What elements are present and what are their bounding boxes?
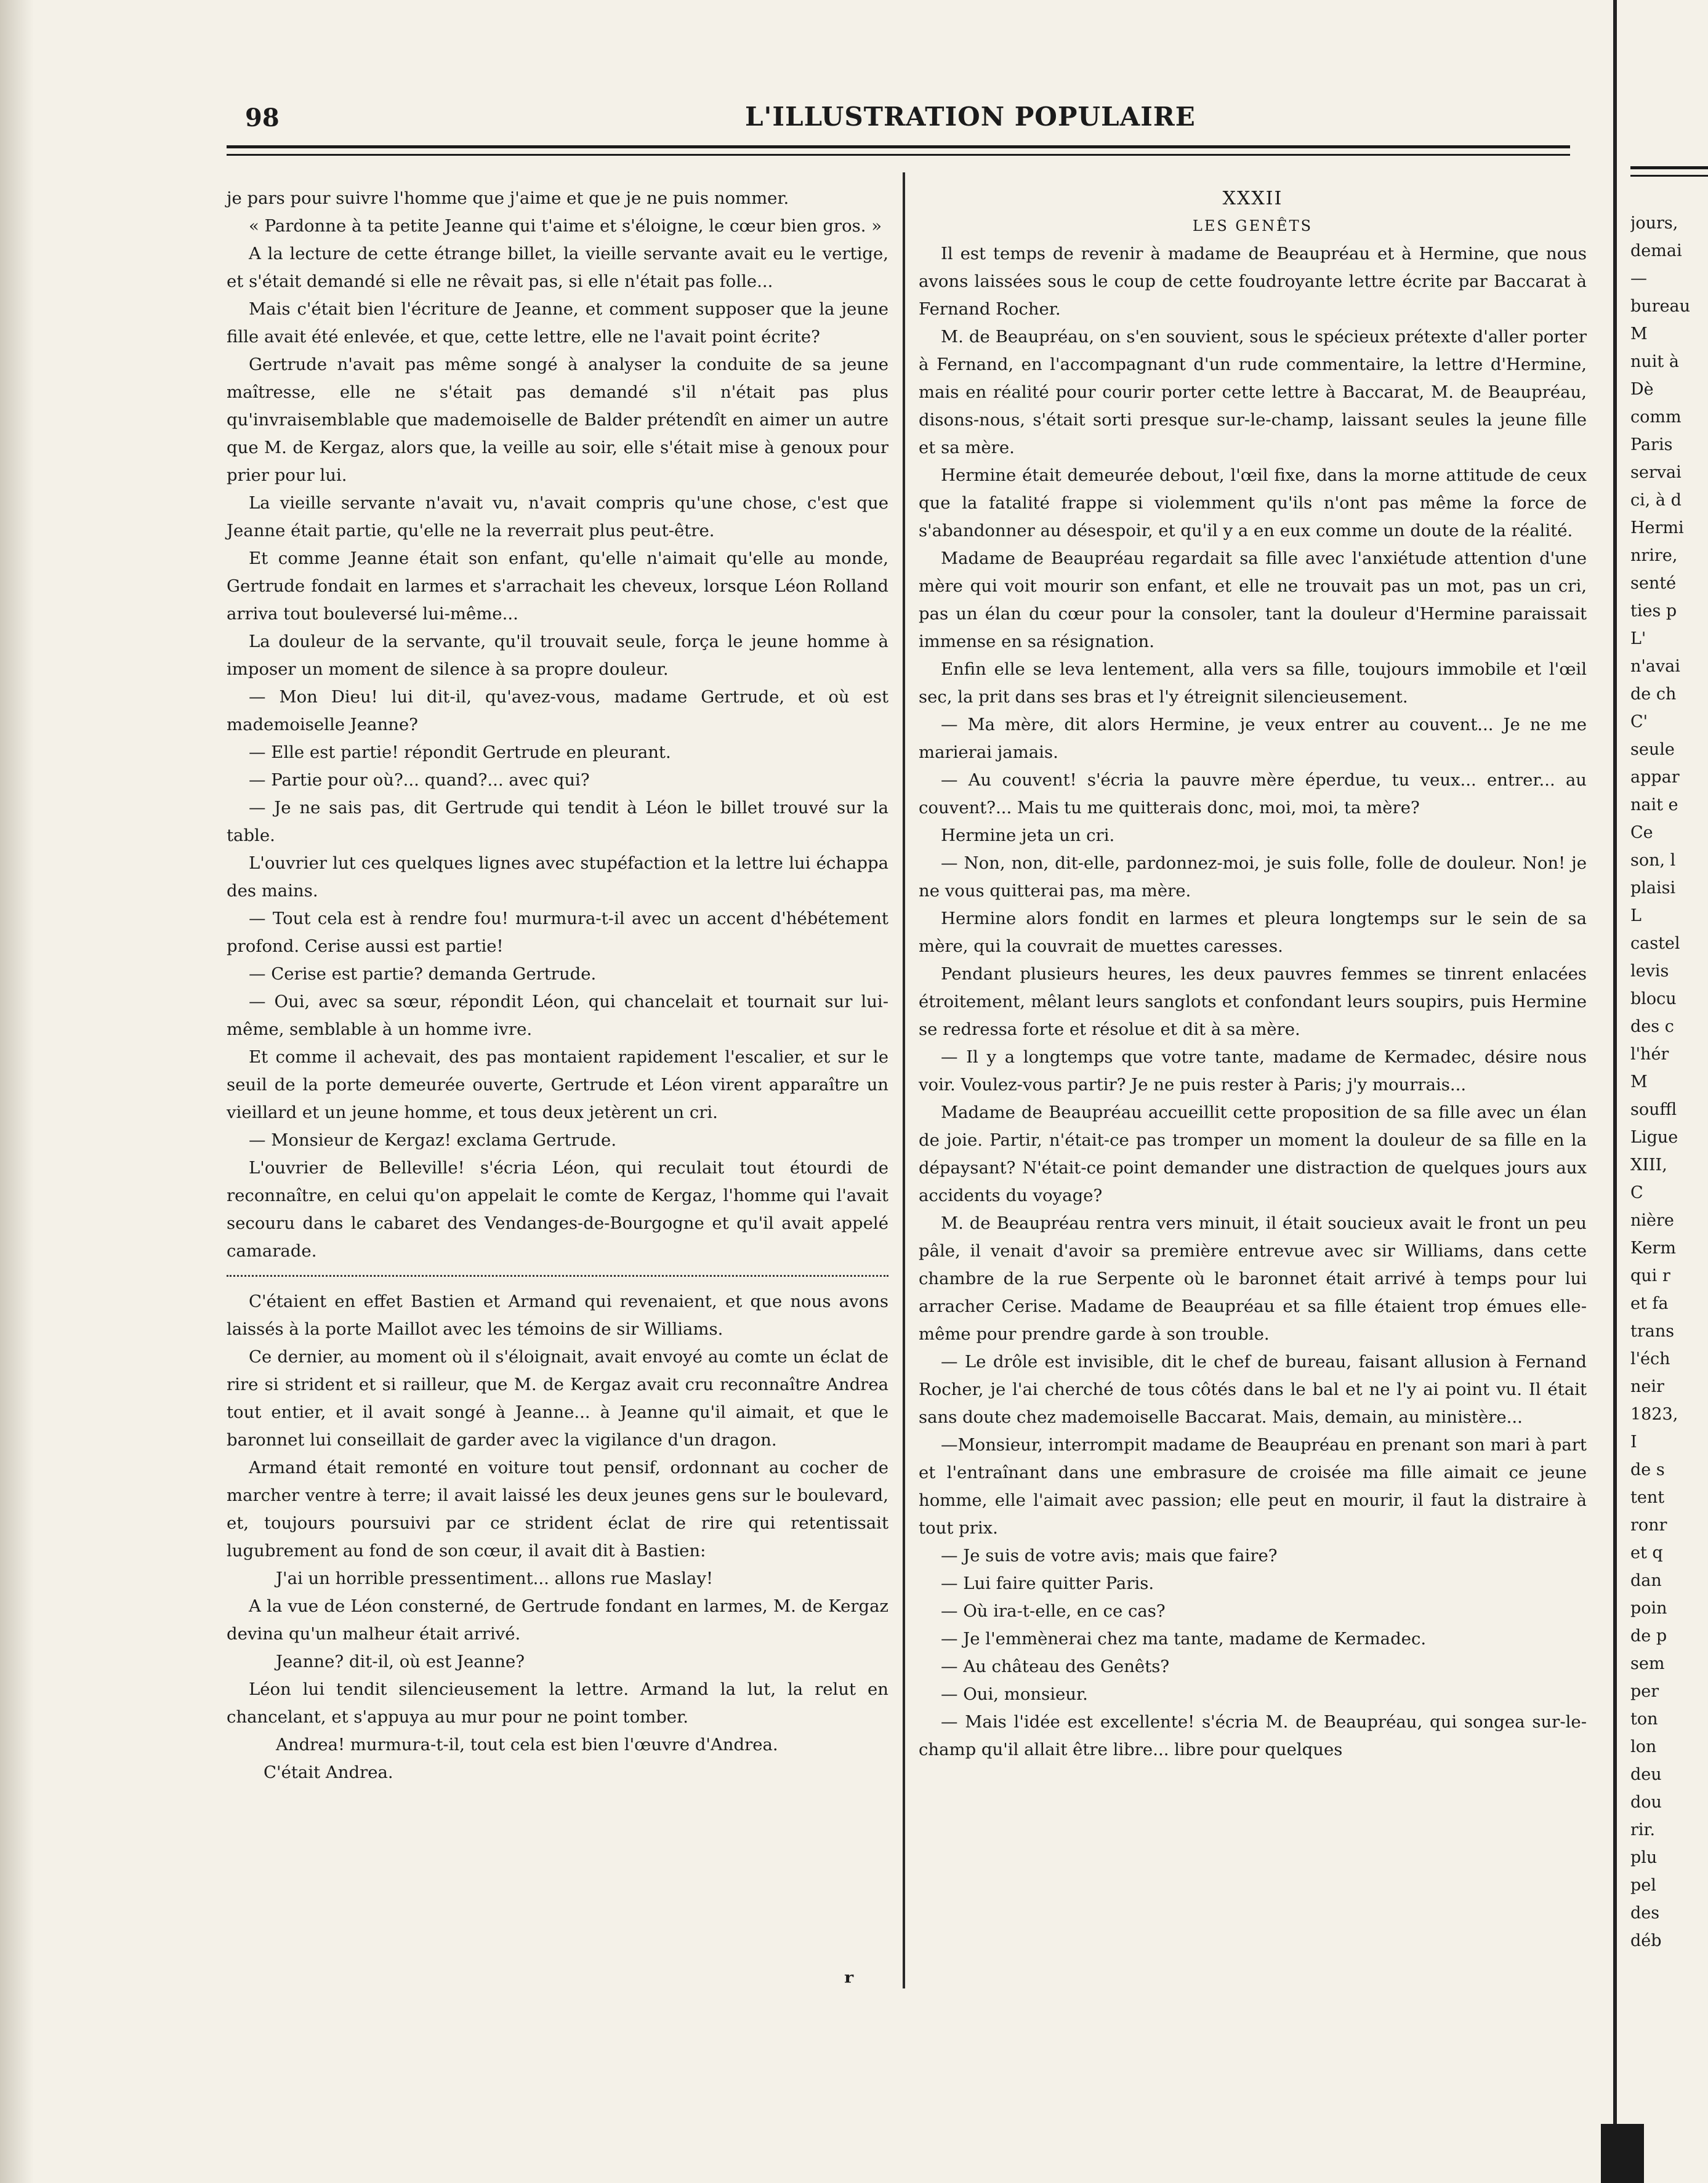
chapter-number: XXXII [1222, 188, 1283, 209]
cropped-line: seule [1630, 740, 1675, 759]
adjacent-page-rule-thin [1630, 175, 1708, 177]
page-number: 98 [245, 103, 280, 132]
cropped-line: M [1630, 1072, 1648, 1092]
paragraph: La douleur de la servante, qu'il trouvait seule, força le jeune homme à imposer un moment de silence à sa propre douleur. [227, 632, 888, 679]
paragraph: — Ma mère, dit alors Hermine, je veux entrer au couvent... Je ne me marierai jamais. [919, 715, 1587, 762]
paragraph: Et comme Jeanne était son enfant, qu'elle n'aimait qu'elle au monde, Gertrude fondait en larmes et s'arrachait les cheveux, lorsque Léon Rolland arriva tout bouleversé lui-même... [227, 549, 888, 624]
paragraph: A la lecture de cette étrange billet, la vieille servante avait eu le vertige, et s'était demandé si elle ne rêvait pas, si elle n'était pas folle... [227, 244, 888, 291]
cropped-line: M [1630, 324, 1648, 344]
cropped-line: de ch [1630, 685, 1677, 704]
cropped-line: senté [1630, 574, 1677, 593]
cropped-line: déb [1630, 1931, 1662, 1950]
paragraph: — Oui, monsieur. [941, 1684, 1088, 1704]
paragraph: — Cerise est partie? demanda Gertrude. [249, 964, 597, 984]
paragraph: — Elle est partie! répondit Gertrude en pleurant. [249, 742, 671, 762]
column-left [227, 185, 888, 1787]
cropped-line: XIII, [1630, 1156, 1667, 1175]
paragraph: L'ouvrier lut ces quelques lignes avec stupéfaction et la lettre lui échappa des mains. [227, 853, 888, 901]
paragraph: — Mon Dieu! lui dit-il, qu'avez-vous, madame Gertrude, et où est mademoiselle Jeanne? [227, 687, 888, 734]
paragraph: Et comme il achevait, des pas montaient rapidement l'escalier, et sur le seuil de la porte demeurée ouverte, Gertrude et Léon virent apparaître un vieillard et un jeune homme, et tous deux jetèrent un cri. [227, 1047, 888, 1122]
cropped-line: nrire, [1630, 546, 1678, 565]
paragraph: — Oui, avec sa sœur, répondit Léon, qui chancelait et tournait sur lui-même, semblable à un homme ivre. [227, 992, 888, 1039]
cropped-line: Ligue [1630, 1128, 1678, 1147]
cropped-line: l'hér [1630, 1045, 1669, 1064]
column-middle [919, 185, 1587, 1764]
cropped-line: ci, à d [1630, 491, 1682, 510]
cropped-line: appar [1630, 768, 1680, 787]
cropped-line: deu [1630, 1765, 1662, 1784]
paragraph: — Je suis de votre avis; mais que faire? [941, 1546, 1278, 1566]
cropped-line: bureau [1630, 297, 1691, 316]
cropped-line: castel [1630, 934, 1680, 953]
cropped-line: blocu [1630, 989, 1677, 1008]
column-divider [903, 172, 905, 1988]
section-separator [227, 1275, 888, 1277]
cropped-line: Ce [1630, 823, 1653, 842]
cropped-line: pel [1630, 1876, 1656, 1895]
cropped-line: nait e [1630, 795, 1678, 814]
cropped-line: per [1630, 1682, 1659, 1701]
cropped-line: de s [1630, 1460, 1665, 1479]
paragraph: C'étaient en effet Bastien et Armand qui revenaient, et que nous avons laissés à la porte Maillot avec les témoins de sir Williams. [227, 1292, 888, 1339]
cropped-line: L [1630, 906, 1642, 925]
cropped-line: et fa [1630, 1294, 1669, 1313]
cropped-line: lon [1630, 1737, 1657, 1756]
cropped-line: I [1630, 1433, 1637, 1452]
cropped-line: neir [1630, 1377, 1664, 1396]
paragraph: La vieille servante n'avait vu, n'avait compris qu'une chose, c'est que Jeanne était partie, qu'elle ne la reverrait plus peut-être. [227, 493, 888, 541]
paragraph: — Tout cela est à rendre fou! murmura-t-il avec un accent d'hébétement profond. Cerise aussi est partie! [227, 909, 888, 956]
cropped-line: Kerm [1630, 1239, 1676, 1258]
paragraph: — Au couvent! s'écria la pauvre mère éperdue, tu veux... entrer... au couvent?... Mais tu me quitterais donc, moi, moi, ta mère? [919, 770, 1587, 818]
cropped-line: Paris [1630, 435, 1673, 454]
paragraph: Mais c'était bien l'écriture de Jeanne, et comment supposer que la jeune fille avait été enlevée, et que, cette lettre, elle ne l'avait point écrite? [227, 299, 888, 347]
cropped-line: qui r [1630, 1266, 1670, 1285]
paragraph: Madame de Beaupréau regardait sa fille avec l'anxiétude attention d'une mère qui voit mourir son enfant, et elle ne trouvait pas un mot, pas un cri, pas un élan du cœur pour la consoler, tant la douleur d'Hermine paraissait immense en sa résignation. [919, 549, 1587, 651]
header-rule-thin [227, 154, 1570, 156]
cropped-line: comm [1630, 408, 1682, 427]
paragraph: — Je ne sais pas, dit Gertrude qui tendit à Léon le billet trouvé sur la table. [227, 798, 888, 845]
header-rule [227, 145, 1570, 148]
cropped-line: n'avai [1630, 657, 1680, 676]
adjacent-page-rule [1630, 166, 1708, 169]
cropped-line: — [1630, 269, 1647, 288]
cropped-line: rir. [1630, 1820, 1656, 1839]
page-fold-rule [1613, 0, 1617, 2183]
cropped-line: souffl [1630, 1100, 1677, 1119]
page-scan-edge [0, 0, 34, 2183]
cropped-line: son, l [1630, 851, 1676, 870]
paragraph: Gertrude n'avait pas même songé à analyser la conduite de sa jeune maîtresse, elle ne s'était pas demandé s'il n'était pas plus qu'invraisemblable que mademoiselle de Balder prétendît en aimer un autre que M. de Kergaz, alors que, la veille au soir, elle s'était mise à genoux pour prier pour lui. [227, 355, 888, 485]
cropped-line: poin [1630, 1599, 1667, 1618]
cropped-line: levis [1630, 962, 1669, 981]
cropped-line: nuit à [1630, 352, 1679, 371]
paragraph: M. de Beaupréau, on s'en souvient, sous le spécieux prétexte d'aller porter à Fernand, en l'accompagnant d'un rude commentaire, la lettre d'Hermine, mais en réalité pour courir porter cette lettre à Baccarat, M. de Beaupréau, disons-nous, s'était sorti presque sur-le-champ, laissant seules la jeune fille et sa mère. [919, 327, 1587, 457]
cropped-line: ronr [1630, 1516, 1667, 1535]
paragraph: Jeanne? dit-il, où est Jeanne? [276, 1652, 525, 1671]
cropped-line: des c [1630, 1017, 1674, 1036]
cropped-line: L' [1630, 629, 1646, 648]
paragraph: — Où ira-t-elle, en ce cas? [941, 1601, 1166, 1621]
paragraph: — Il y a longtemps que votre tante, madame de Kermadec, désire nous voir. Voulez-vous partir? Je ne puis rester à Paris; j'y mourrais... [919, 1047, 1587, 1095]
paragraph: — Lui faire quitter Paris. [941, 1574, 1154, 1593]
column-right-cropped [1630, 209, 1708, 1955]
cropped-line: servai [1630, 463, 1682, 482]
cropped-line: 1823, [1630, 1405, 1678, 1424]
paragraph: Léon lui tendit silencieusement la lettre. Armand la lut, la relut en chancelant, et s'appuya au mur pour ne point tomber. [227, 1679, 888, 1727]
cropped-line: tent [1630, 1488, 1665, 1507]
cropped-line: jours, [1630, 214, 1678, 233]
cropped-line: l'éch [1630, 1349, 1670, 1369]
paragraph: — Je l'emmènerai chez ma tante, madame de Kermadec. [941, 1629, 1427, 1649]
cropped-line: nière [1630, 1211, 1674, 1230]
paragraph: — Le drôle est invisible, dit le chef de bureau, faisant allusion à Fernand Rocher, je l'ai cherché de tous côtés dans le bal et ne l'y ai point vu. Il était sans doute chez mademoiselle Baccarat. Mais, demain, au ministère... [919, 1352, 1587, 1427]
cropped-line: de p [1630, 1626, 1667, 1646]
paragraph: Pendant plusieurs heures, les deux pauvres femmes se tinrent enlacées étroitement, mêlant leurs sanglots et confondant leurs soupirs, puis Hermine se redressa forte et résolue et dit à sa mère. [919, 964, 1587, 1039]
cropped-line: et q [1630, 1543, 1663, 1562]
cropped-line: demai [1630, 241, 1682, 260]
paragraph: — Partie pour où?... quand?... avec qui? [249, 770, 590, 790]
cropped-line: dan [1630, 1571, 1662, 1590]
paragraph: « Pardonne à ta petite Jeanne qui t'aime et s'éloigne, le cœur bien gros. » [249, 216, 882, 236]
cropped-line: trans [1630, 1322, 1675, 1341]
cropped-line: des [1630, 1904, 1660, 1923]
paragraph: — Non, non, dit-elle, pardonnez-moi, je suis folle, folle de douleur. Non! je ne vous quitterai pas, ma mère. [919, 853, 1587, 901]
printer-mark: ʳ [844, 1967, 855, 1998]
cropped-line: sem [1630, 1654, 1665, 1673]
scan-corner-mark [1601, 2124, 1644, 2183]
paragraph: Armand était remonté en voiture tout pensif, ordonnant au cocher de marcher ventre à terre; il avait laissé les deux jeunes gens sur le boulevard, et, toujours poursuivi par ce strident éclat de rire qui retentissait lugubrement au fond de son cœur, il avait dit à Bastien: [227, 1458, 888, 1561]
paragraph: — Mais l'idée est excellente! s'écria M. de Beaupréau, qui songea sur-le-champ qu'il allait être libre... libre pour quelques [919, 1712, 1587, 1759]
cropped-line: plu [1630, 1848, 1658, 1867]
cropped-line: C' [1630, 712, 1648, 731]
paragraph: A la vue de Léon consterné, de Gertrude fondant en larmes, M. de Kergaz devina qu'un malheur était arrivé. [227, 1596, 888, 1644]
paragraph: M. de Beaupréau rentra vers minuit, il était soucieux avait le front un peu pâle, il venait d'avoir sa première entrevue avec sir Williams, dans cette chambre de la rue Serpente où le baronnet était arrivé à temps pour lui arracher Cerise. Madame de Beaupréau et sa fille étaient trop émues elle-même pour prendre garde à son trouble. [919, 1213, 1587, 1344]
paragraph: Enfin elle se leva lentement, alla vers sa fille, toujours immobile et l'œil sec, la prit dans ses bras et l'y étreignit silencieusement. [919, 659, 1587, 707]
paragraph: Ce dernier, au moment où il s'éloignait, avait envoyé au comte un éclat de rire si strident et si railleur, que M. de Kergaz avait cru reconnaître Andrea tout entier, et il avait songé à Jeanne... à Jeanne qu'il aimait, et que le baronnet lui conseillait de garder avec la vigilance d'un dragon. [227, 1347, 888, 1450]
cropped-line: Hermi [1630, 518, 1684, 537]
paragraph: je pars pour suivre l'homme que j'aime et que je ne puis nommer. [227, 188, 789, 208]
paragraph: Andrea! murmura-t-il, tout cela est bien l'œuvre d'Andrea. [276, 1735, 778, 1755]
paragraph: Hermine était demeurée debout, l'œil fixe, dans la morne attitude de ceux que la fatalité frappe si violemment qu'ils n'ont pas même la force de s'abandonner au désespoir, et qu'il y a en eux comme un doute de la réalité. [919, 465, 1587, 541]
cropped-line: plaisi [1630, 878, 1676, 898]
paragraph: J'ai un horrible pressentiment... allons rue Maslay! [276, 1569, 714, 1588]
paragraph: —Monsieur, interrompit madame de Beaupréau en prenant son mari à part et l'entraînant dans une embrasure de croisée ma fille aimait ce jeune homme, elle l'aimait avec passion; elle peut en mourir, il faut la distraire à tout prix. [919, 1435, 1587, 1538]
cropped-line: Dè [1630, 380, 1654, 399]
cropped-line: C [1630, 1183, 1643, 1202]
cropped-line: dou [1630, 1793, 1662, 1812]
cropped-line: ties p [1630, 601, 1677, 621]
paragraph: — Monsieur de Kergaz! exclama Gertrude. [249, 1130, 617, 1150]
paragraph: Madame de Beaupréau accueillit cette proposition de sa fille avec un élan de joie. Partir, n'était-ce pas tromper un moment la douleur de sa fille en la dépaysant? N'était-ce point demander une distraction de quelques jours aux accidents du voyage? [919, 1103, 1587, 1205]
running-title: L'ILLUSTRATION POPULAIRE [745, 102, 1196, 132]
cropped-line: ton [1630, 1710, 1658, 1729]
paragraph: Hermine alors fondit en larmes et pleura longtemps sur le sein de sa mère, qui la couvrait de muettes caresses. [919, 909, 1587, 956]
chapter-title: LES GENÊTS [1192, 217, 1313, 235]
paragraph: L'ouvrier de Belleville! s'écria Léon, qui reculait tout étourdi de reconnaître, en celui qu'on appelait le comte de Kergaz, l'homme qui l'avait secouru dans le cabaret des Vendanges-de-Bourgogne et qu'il avait appelé camarade. [227, 1158, 888, 1261]
paragraph: C'était Andrea. [264, 1763, 393, 1782]
paragraph: Hermine jeta un cri. [941, 826, 1115, 845]
paragraph: — Au château des Genêts? [941, 1657, 1170, 1676]
paragraph: Il est temps de revenir à madame de Beaupréau et à Hermine, que nous avons laissées sous le coup de cette foudroyante lettre écrite par Baccarat à Fernand Rocher. [919, 244, 1587, 319]
